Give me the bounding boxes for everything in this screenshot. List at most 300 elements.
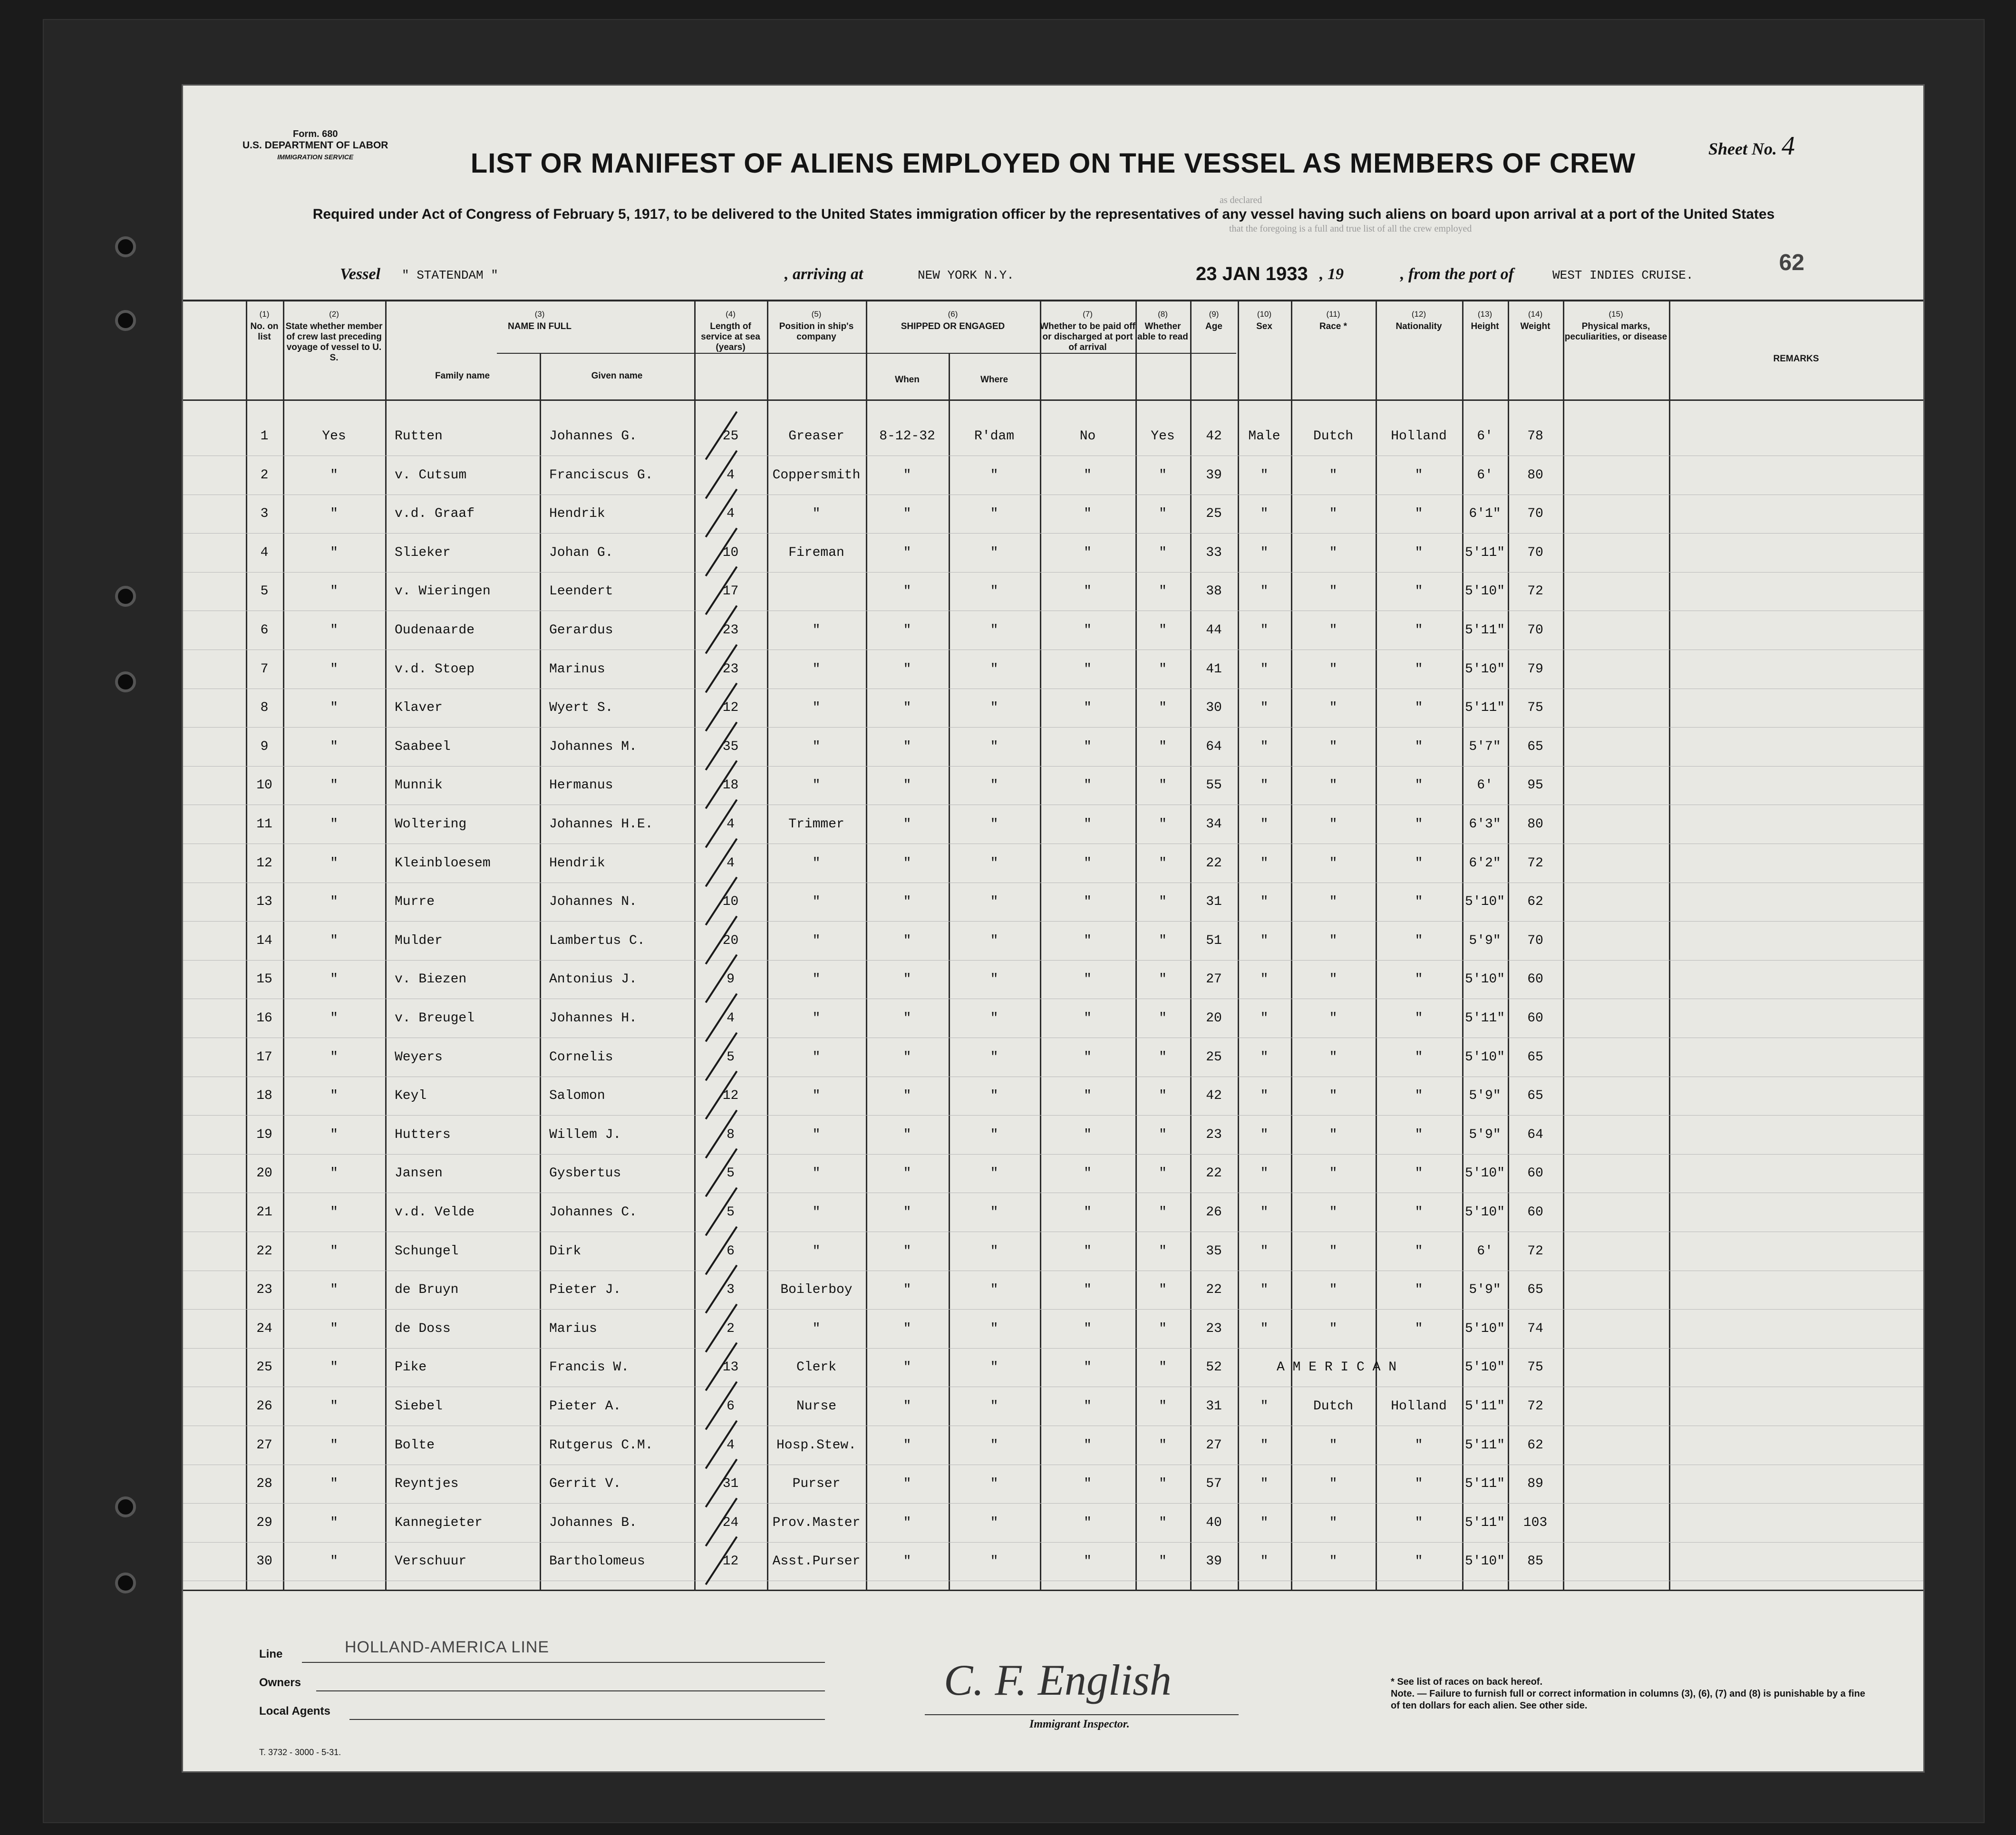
cell-race: " [1329,1127,1338,1142]
col-header-physical-marks: (15) Physical marks, peculiarities, or disease [1564,310,1667,342]
cell-read: " [1159,1127,1167,1142]
cell-height: 5'11" [1464,1515,1505,1530]
cell-service: 31 [722,1476,739,1492]
cell-no: 7 [260,661,269,677]
row-rule [183,533,1923,534]
cell-nat: " [1415,1282,1423,1298]
cell-prev: " [330,1437,338,1453]
cell-when: " [903,467,911,483]
cell-no: 4 [260,545,269,560]
cell-age: 39 [1206,1554,1222,1569]
cell-race: " [1329,972,1338,987]
cell-read: " [1159,1437,1167,1453]
cell-given: Hendrik [549,855,605,871]
cell-paid: " [1084,1243,1092,1259]
cell-given: Pieter A. [549,1399,621,1414]
cell-race: " [1329,623,1338,638]
agents-label: Local Agents [259,1705,330,1718]
cell-height: 5'10" [1464,1166,1505,1181]
cell-weight: 60 [1527,972,1543,987]
col-header-remarks: REMARKS [1773,354,1819,364]
cell-paid: " [1084,1554,1092,1569]
cell-when: " [903,1205,911,1220]
cell-height: 6'3" [1469,817,1501,832]
cell-where: " [990,700,998,716]
cell-read: " [1159,584,1167,599]
cell-given: Gysbertus [549,1166,621,1181]
cell-read: " [1159,1515,1167,1530]
cell-race: " [1329,1205,1338,1220]
cell-family: Murre [395,894,435,910]
cell-weight: 78 [1527,429,1543,444]
cell-height: 6' [1477,429,1493,444]
cell-weight: 62 [1527,894,1543,910]
cell-prev: " [330,661,338,677]
cell-where: " [990,1437,998,1453]
cell-service: 9 [727,972,735,987]
cell-weight: 70 [1527,545,1543,560]
cell-read: " [1159,1399,1167,1414]
cell-where: " [990,1476,998,1492]
cell-family: Saabeel [395,739,451,754]
cell-where: " [990,467,998,483]
cell-race: " [1329,1282,1338,1298]
cell-when: " [903,1088,911,1104]
cell-when: " [903,1437,911,1453]
cell-paid: " [1084,1399,1092,1414]
cell-service: 2 [727,1321,735,1336]
cell-when: " [903,700,911,716]
cell-sex: " [1260,1049,1269,1065]
cell-prev: " [330,1011,338,1026]
cell-weight: 95 [1527,778,1543,793]
cell-age: 35 [1206,1243,1222,1259]
cell-paid: " [1084,933,1092,948]
col-header-when: When [895,375,920,385]
cell-given: Johannes H. [549,1011,637,1026]
col-header-no: (1) No. on list [250,310,279,342]
cell-weight: 80 [1527,817,1543,832]
cell-family: Kannegieter [395,1515,483,1530]
cell-where: " [990,1011,998,1026]
cell-paid: " [1084,1088,1092,1104]
cell-family: Bolte [395,1437,435,1453]
cell-age: 23 [1206,1127,1222,1142]
cell-service: 24 [722,1515,739,1530]
cell-when: " [903,623,911,638]
cell-prev: " [330,467,338,483]
cell-given: Hendrik [549,506,605,522]
cell-nat: " [1415,933,1423,948]
cell-position: " [812,1205,821,1220]
cell-age: 38 [1206,584,1222,599]
cell-no: 10 [256,778,272,793]
cell-prev: " [330,506,338,522]
cell-position: " [812,1049,821,1065]
cell-sex: " [1260,661,1269,677]
cell-read: " [1159,661,1167,677]
cell-when: " [903,1127,911,1142]
cell-where: " [990,817,998,832]
cell-when: " [903,1476,911,1492]
cell-where: " [990,1282,998,1298]
cell-no: 19 [256,1127,272,1142]
cell-service: 20 [722,933,739,948]
cell-family: Jansen [395,1166,443,1181]
cell-paid: " [1084,1049,1092,1065]
cell-family: Rutten [395,429,443,444]
table-bottom-border [183,1590,1923,1591]
cell-weight: 72 [1527,855,1543,871]
cell-race: " [1329,1321,1338,1336]
cell-read: " [1159,933,1167,948]
cell-prev: " [330,1321,338,1336]
cell-prev: " [330,894,338,910]
cell-prev: " [330,1049,338,1065]
cell-position: " [812,894,821,910]
cell-family: Verschuur [395,1554,467,1569]
cell-read: " [1159,1243,1167,1259]
cell-position: " [812,972,821,987]
from-label: , from the port of [1400,265,1514,283]
cell-read: " [1159,1166,1167,1181]
cell-paid: " [1084,894,1092,910]
cell-position: Clerk [796,1360,836,1375]
cell-no: 22 [256,1243,272,1259]
cell-paid: No [1079,429,1096,444]
cell-service: 4 [727,467,735,483]
cell-given: Wyert S. [549,700,613,716]
cell-weight: 72 [1527,1243,1543,1259]
cell-prev: " [330,1088,338,1104]
cell-position: " [812,1127,821,1142]
department-name: U.S. DEPARTMENT OF LABOR [242,140,388,151]
col-header-previous-voyage: (2) State whether member of crew last preceding voyage of vessel to U. S. [285,310,383,363]
footnote-penalty: Note. — Failure to furnish full or correct information in columns (3), (6), (7) and (8) is punishable by a fine of ten dollars for each alien. See other side. [1391,1689,1865,1711]
cell-height: 5'11" [1464,1437,1505,1453]
cell-paid: " [1084,545,1092,560]
cell-read: " [1159,1360,1167,1375]
cell-weight: 85 [1527,1554,1543,1569]
cell-given: Gerrit V. [549,1476,621,1492]
cell-sex: " [1260,700,1269,716]
cell-no: 17 [256,1049,272,1065]
cell-given: Lambertus C. [549,933,645,948]
cell-age: 57 [1206,1476,1222,1492]
cell-weight: 72 [1527,584,1543,599]
cell-race: " [1329,855,1338,871]
cell-position: " [812,1243,821,1259]
cell-given: Franciscus G. [549,467,653,483]
cell-where: " [990,1088,998,1104]
cell-race: " [1329,1088,1338,1104]
cell-service: 12 [722,1554,739,1569]
cell-family: Hutters [395,1127,451,1142]
cell-no: 11 [256,817,272,832]
cell-service: 8 [727,1127,735,1142]
col-header-read: (8) Whether able to read [1137,310,1188,342]
cell-prev: " [330,700,338,716]
cell-race: " [1329,1437,1338,1453]
header-bottom-border [183,399,1923,401]
cell-age: 52 [1206,1360,1222,1375]
cell-weight: 60 [1527,1011,1543,1026]
cell-nat: " [1415,467,1423,483]
table-top-border [183,300,1923,301]
cell-read: " [1159,1321,1167,1336]
row-rule [183,921,1923,922]
cell-where: " [990,1127,998,1142]
cell-paid: " [1084,623,1092,638]
col-header-race: (11) Race * [1319,310,1347,331]
cell-age: 20 [1206,1011,1222,1026]
cell-no: 1 [260,429,269,444]
cell-sex: " [1260,933,1269,948]
cell-height: 6'2" [1469,855,1501,871]
cell-family: Munnik [395,778,443,793]
cell-race: " [1329,1476,1338,1492]
cell-where: " [990,778,998,793]
cell-where: " [990,1554,998,1569]
cell-height: 5'11" [1464,1011,1505,1026]
cell-weight: 75 [1527,1360,1543,1375]
cell-given: Rutgerus C.M. [549,1437,653,1453]
cell-position: Fireman [788,545,844,560]
cell-where: " [990,584,998,599]
cell-age: 42 [1206,1088,1222,1104]
row-rule [183,1542,1923,1543]
cell-position: Nurse [796,1399,836,1414]
cell-position: " [812,1088,821,1104]
cell-age: 25 [1206,1049,1222,1065]
cell-family: Oudenaarde [395,623,475,638]
cell-where: " [990,1205,998,1220]
agents-underline [349,1719,825,1720]
column-divider [1669,300,1670,1591]
cell-given: Bartholomeus [549,1554,645,1569]
cell-height: 5'9" [1469,1127,1501,1142]
cell-where: " [990,894,998,910]
row-rule [183,727,1923,728]
cell-age: 27 [1206,972,1222,987]
cell-weight: 60 [1527,1205,1543,1220]
cell-where: " [990,1399,998,1414]
cell-prev: " [330,1554,338,1569]
cell-age: 51 [1206,933,1222,948]
binder-hole [115,1496,136,1517]
inspector-signature: C. F. English [944,1656,1172,1704]
cell-where: " [990,506,998,522]
cell-read: " [1159,467,1167,483]
cell-paid: " [1084,506,1092,522]
cell-sex: " [1260,1166,1269,1181]
row-rule [183,1348,1923,1349]
cell-service: 25 [722,429,739,444]
cell-service: 18 [722,778,739,793]
cell-when: " [903,584,911,599]
cell-weight: 89 [1527,1476,1543,1492]
cell-read: " [1159,1088,1167,1104]
cell-prev: " [330,1515,338,1530]
cell-no: 2 [260,467,269,483]
cell-race: " [1329,817,1338,832]
cell-no: 29 [256,1515,272,1530]
cell-race: " [1329,739,1338,754]
cell-sex: " [1260,506,1269,522]
cell-paid: " [1084,467,1092,483]
cell-service: 4 [727,817,735,832]
row-rule [183,1503,1923,1504]
cell-weight: 80 [1527,467,1543,483]
cell-where: " [990,661,998,677]
cell-prev: " [330,855,338,871]
cell-weight: 65 [1527,1049,1543,1065]
cell-age: 39 [1206,467,1222,483]
cell-read: " [1159,1011,1167,1026]
arriving-label: , arriving at [785,265,863,283]
cell-where: " [990,739,998,754]
cell-prev: " [330,1360,338,1375]
cell-paid: " [1084,1360,1092,1375]
cell-sex: " [1260,1011,1269,1026]
cell-family: v. Breugel [395,1011,475,1026]
cell-nat: " [1415,584,1423,599]
cell-no: 23 [256,1282,272,1298]
cell-sex: " [1260,1243,1269,1259]
cell-given: Marius [549,1321,597,1336]
cell-sex: " [1260,778,1269,793]
cell-sex: " [1260,1554,1269,1569]
cell-sex: " [1260,1127,1269,1142]
cell-no: 28 [256,1476,272,1492]
row-rule [183,1154,1923,1155]
cell-age: 31 [1206,894,1222,910]
cell-paid: " [1084,584,1092,599]
cell-where: " [990,545,998,560]
cell-no: 9 [260,739,269,754]
cell-given: Pieter J. [549,1282,621,1298]
col-header-name: (3) NAME IN FULL [507,310,572,331]
cell-height: 5'11" [1464,700,1505,716]
cell-when: " [903,855,911,871]
cell-no: 5 [260,584,269,599]
cell-race: " [1329,661,1338,677]
cell-race: " [1329,1166,1338,1181]
cell-race: " [1329,506,1338,522]
cell-read: " [1159,817,1167,832]
cell-age: 26 [1206,1205,1222,1220]
cell-height: 6'1" [1469,506,1501,522]
cell-read: " [1159,623,1167,638]
cell-family: Slieker [395,545,451,560]
cell-paid: " [1084,1282,1092,1298]
cell-weight: 65 [1527,1088,1543,1104]
cell-no: 25 [256,1360,272,1375]
cell-when: " [903,1243,911,1259]
sheet-value: 4 [1782,131,1795,161]
binder-hole [115,671,136,692]
cell-when: " [903,506,911,522]
cell-weight: 62 [1527,1437,1543,1453]
cell-sex: Male [1248,429,1280,444]
cell-given: Johannes M. [549,739,637,754]
cell-where: " [990,623,998,638]
cell-paid: " [1084,778,1092,793]
cell-weight: 74 [1527,1321,1543,1336]
from-port: WEST INDIES CRUISE. [1552,268,1694,282]
cell-height: 5'11" [1464,1399,1505,1414]
cell-service: 6 [727,1399,735,1414]
cell-age: 40 [1206,1515,1222,1530]
cell-paid: " [1084,1011,1092,1026]
cell-race: " [1329,584,1338,599]
col-header-shipped: (6) SHIPPED OR ENGAGED [901,310,1005,331]
cell-height: 6' [1477,1243,1493,1259]
cell-where: " [990,1049,998,1065]
cell-prev: " [330,1127,338,1142]
cell-read: " [1159,1205,1167,1220]
cell-age: 41 [1206,661,1222,677]
cell-height: 5'9" [1469,933,1501,948]
cell-read: " [1159,972,1167,987]
cell-where: " [990,1166,998,1181]
bleed-through-text: that the foregoing is a full and true list of all the crew employed [1229,223,1472,234]
cell-age: 30 [1206,700,1222,716]
cell-service: 35 [722,739,739,754]
cell-given: Cornelis [549,1049,613,1065]
cell-given: Johannes H.E. [549,817,653,832]
cell-service: 4 [727,1437,735,1453]
cell-service: 17 [722,584,739,599]
cell-sex: " [1260,855,1269,871]
cell-race: " [1329,894,1338,910]
cell-position: " [812,739,821,754]
cell-service: 12 [722,1088,739,1104]
cell-read: " [1159,1049,1167,1065]
cell-sex: " [1260,1476,1269,1492]
cell-service: 23 [722,623,739,638]
cell-given: Antonius J. [549,972,637,987]
cell-family: Reyntjes [395,1476,459,1492]
cell-paid: " [1084,1166,1092,1181]
cell-sex: " [1260,1282,1269,1298]
cell-prev: " [330,584,338,599]
cell-position: Prov.Master [772,1515,861,1530]
arrival-port: NEW YORK N.Y. [918,268,1014,282]
cell-position: " [812,1166,821,1181]
cell-height: 5'7" [1469,739,1501,754]
cell-no: 20 [256,1166,272,1181]
cell-height: 6' [1477,778,1493,793]
cell-given: Hermanus [549,778,613,793]
cell-sex: " [1260,1088,1269,1104]
cell-nat: " [1415,1088,1423,1104]
sheet-label: Sheet No. [1708,139,1777,158]
column-divider [540,353,541,1591]
col-header-weight: (14) Weight [1520,310,1551,331]
cell-family: v. Wieringen [395,584,491,599]
binder-hole [115,310,136,331]
cell-no: 24 [256,1321,272,1336]
cell-race: " [1329,1011,1338,1026]
row-rule [183,766,1923,767]
cell-when: " [903,1554,911,1569]
cell-paid: " [1084,661,1092,677]
vessel-name: " STATENDAM " [402,268,498,282]
cell-race: Dutch [1313,429,1353,444]
cell-sex: " [1260,1515,1269,1530]
cell-race: " [1329,467,1338,483]
